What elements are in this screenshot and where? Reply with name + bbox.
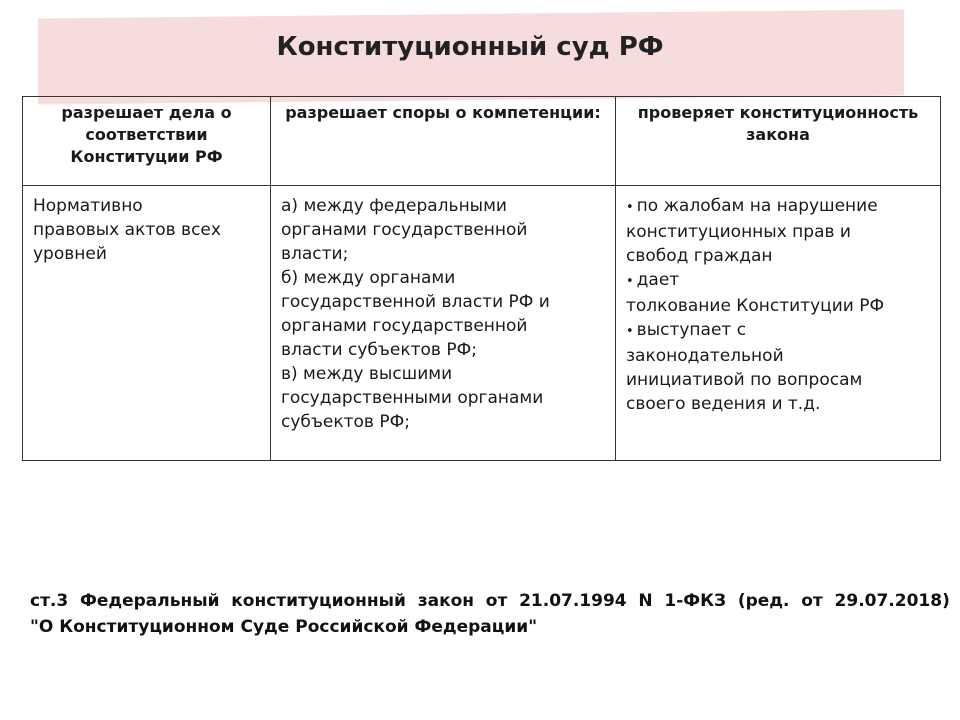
cell-text-line: своего ведения и т.д. (626, 394, 821, 414)
cell-text-line: уровней (33, 244, 107, 264)
cell-text-line: правовых актов всех (33, 220, 221, 240)
cell-text-line: власти субъектов РФ; (281, 340, 477, 360)
law-word: от (485, 591, 508, 611)
cell-disputes-list (271, 186, 616, 461)
dispute-item-b: б) между органами (281, 268, 456, 288)
header-cases-conformity: разрешает дела о соответствии Конституции РФ (23, 97, 271, 186)
cell-text-line: органами государственной (281, 316, 528, 336)
cell-text-line: органами государственной (281, 220, 528, 240)
law-word: 21.07.1994 (519, 591, 627, 611)
cell-text-line: субъектов РФ; (281, 412, 410, 432)
law-word: (ред. (737, 591, 790, 611)
law-reference-line-1 (30, 588, 950, 614)
cell-normative-acts (23, 186, 271, 461)
header-competence-disputes: разрешает споры о компетенции: (271, 97, 616, 186)
bullet-item-initiative: • выступает с (626, 318, 930, 344)
competence-table (22, 96, 941, 461)
cell-text-line: государственной власти РФ и (281, 292, 550, 312)
table-header-row (23, 97, 941, 186)
cell-text-line: свобод граждан (626, 246, 773, 266)
law-word: N (638, 591, 653, 611)
law-word: конституционный (231, 591, 406, 611)
cell-law-check-list (616, 186, 941, 461)
law-word: ст.3 (30, 591, 69, 611)
law-reference (30, 588, 950, 640)
bullet-item-complaints: • по жалобам на нарушение (626, 194, 930, 220)
dispute-item-c: в) между высшими (281, 364, 453, 384)
cell-text-line: инициативой по вопросам (626, 370, 863, 390)
page-title: Конституционный суд РФ (276, 32, 664, 62)
header-law-check: проверяет конституционность закона (616, 97, 941, 186)
law-reference-line-2: "О Конституционном Суде Российской Федерации" (30, 617, 538, 637)
law-word: 29.07.2018) (834, 591, 950, 611)
bullet-item-interpretation: • дает (626, 268, 930, 294)
cell-text-line: Нормативно (33, 196, 143, 216)
cell-text-line: конституционных прав и (626, 222, 851, 242)
cell-text-line: власти; (281, 244, 349, 264)
law-word: закон (417, 591, 475, 611)
cell-text-line: государственными органами (281, 388, 544, 408)
dispute-item-a: а) между федеральными (281, 196, 507, 216)
law-word: Федеральный (79, 591, 220, 611)
cell-text-line: законодательной (626, 346, 784, 366)
table-row (23, 186, 941, 461)
law-word: 1-ФКЗ (664, 591, 727, 611)
cell-text-line: толкование Конституции РФ (626, 296, 885, 316)
law-word: от (801, 591, 823, 611)
